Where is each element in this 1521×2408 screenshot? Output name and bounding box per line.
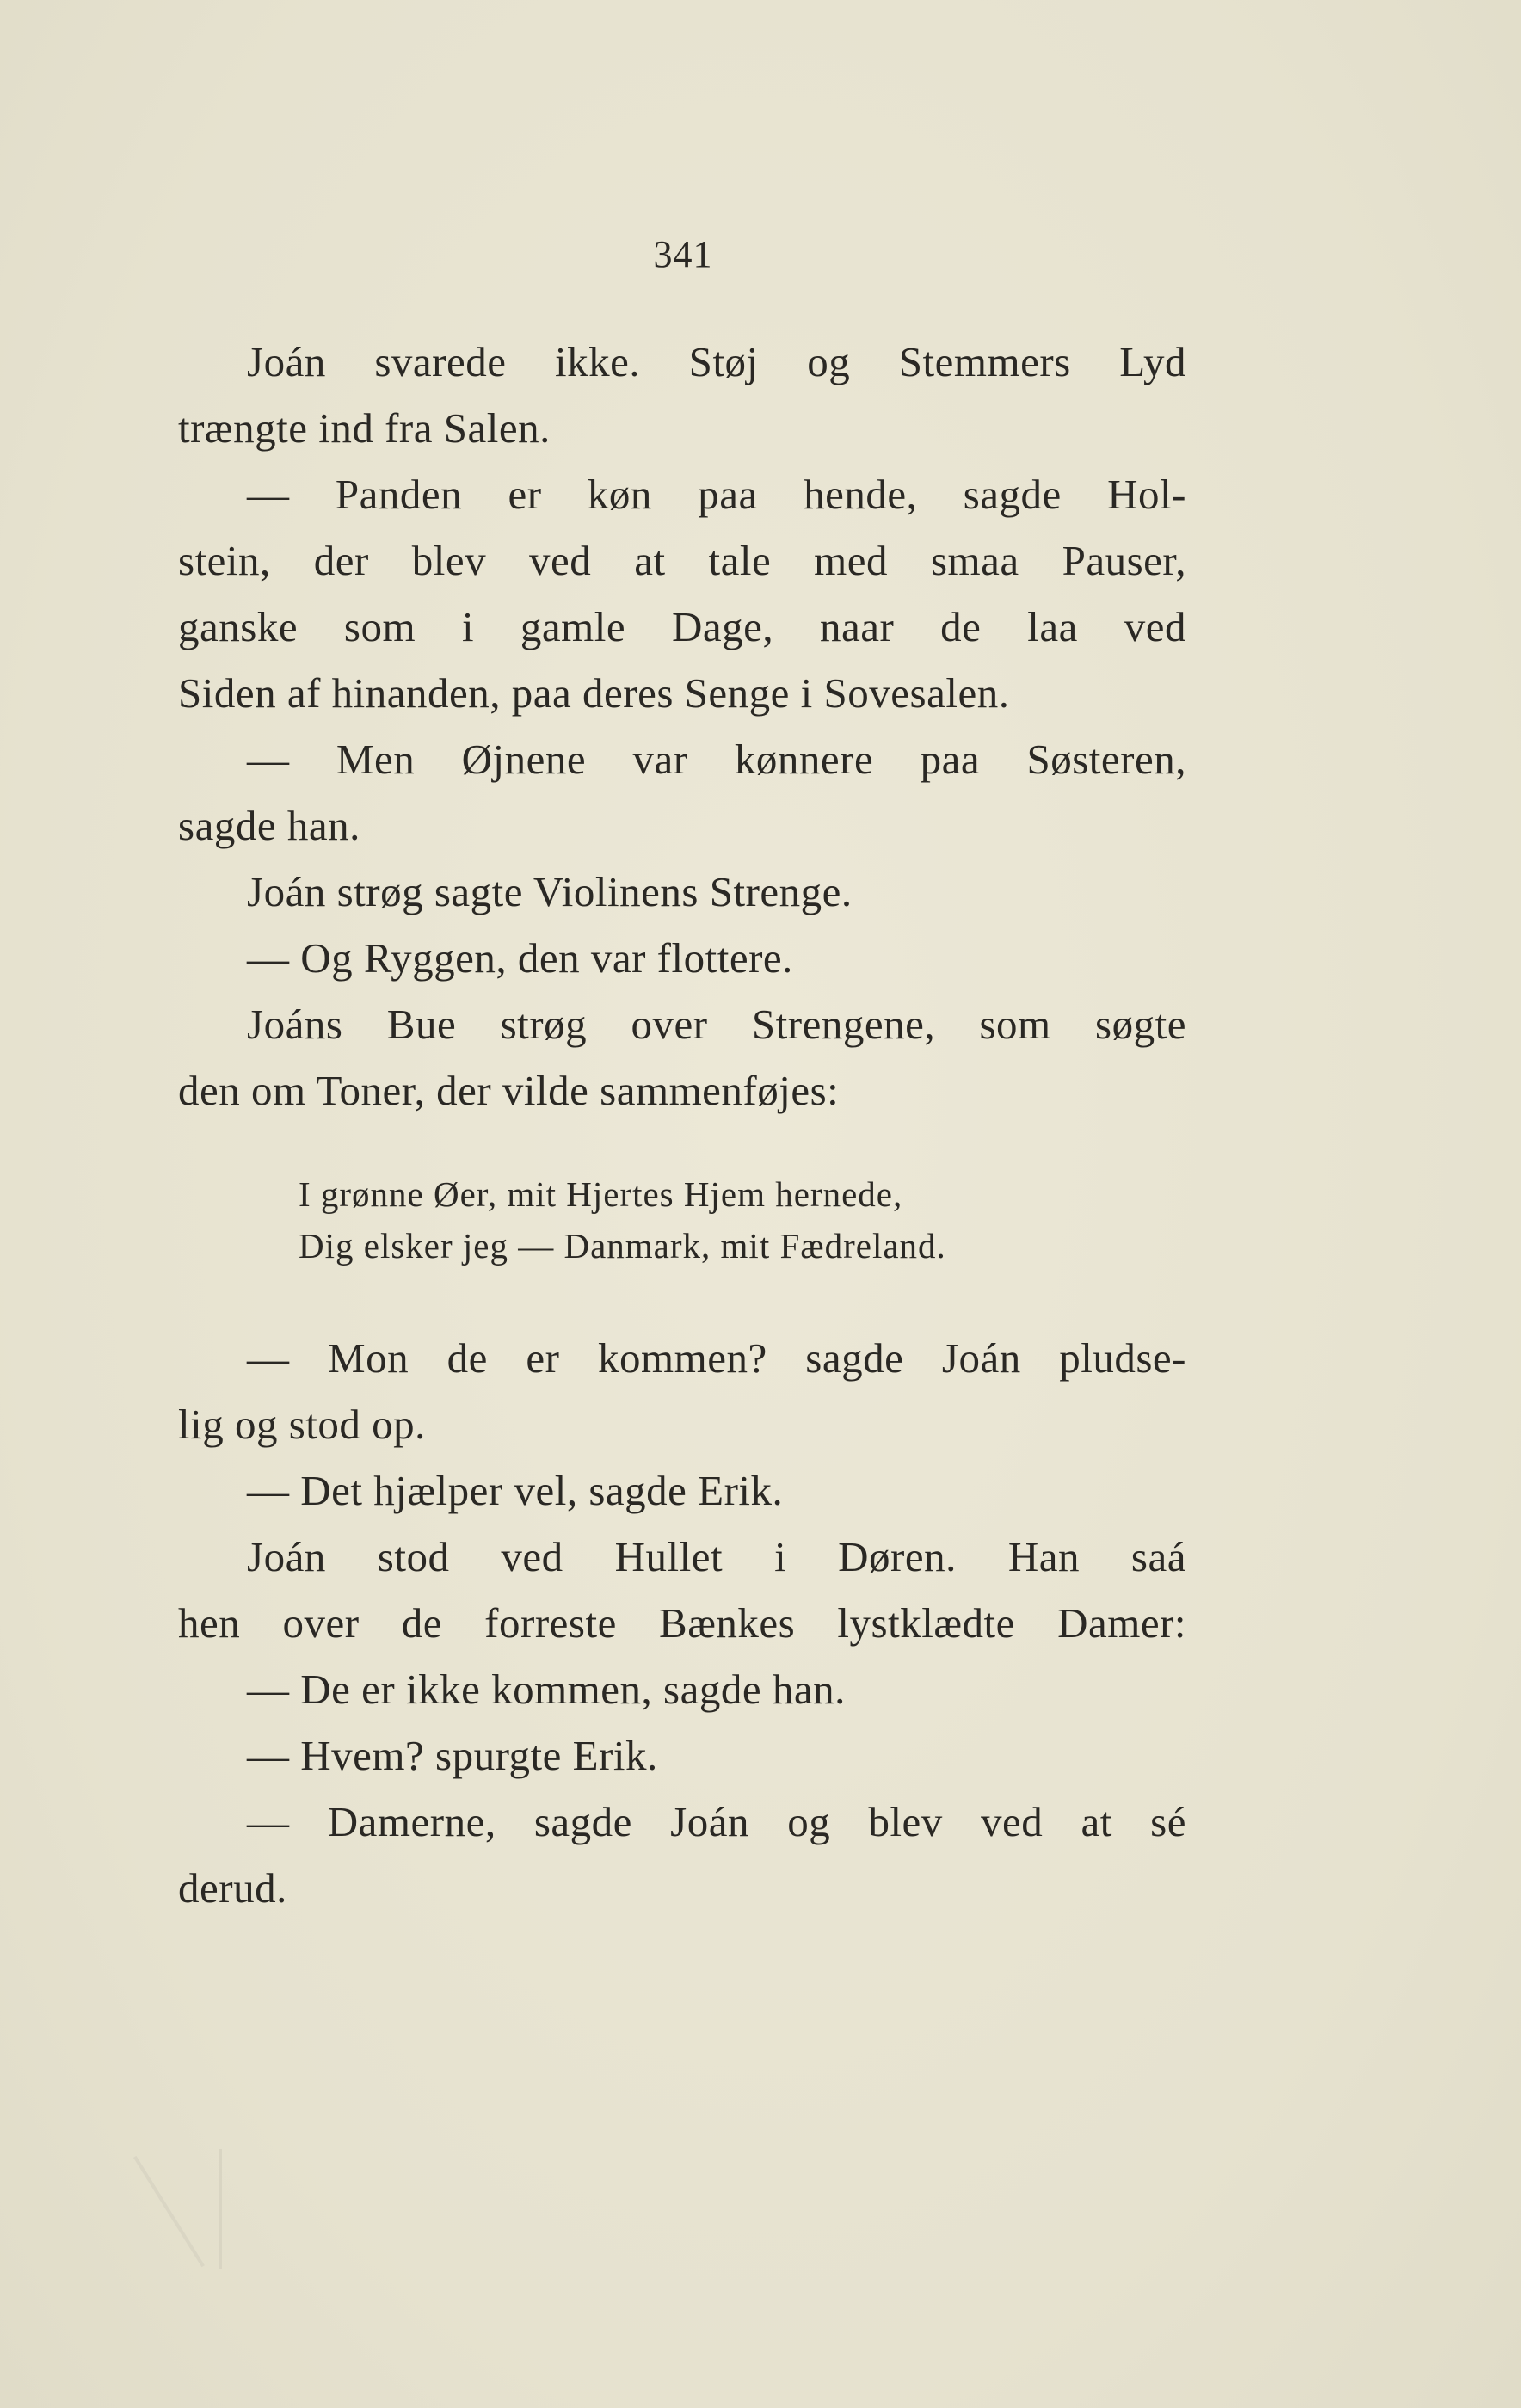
text-line: Joán stod ved Hullet i Døren. Han saá — [247, 1533, 1186, 1580]
text-line: — De er ikke kommen, sagde han. — [247, 1666, 846, 1713]
text-line: — Mon de er kommen? sagde Joán pludse- — [247, 1334, 1186, 1382]
text-line: stein, der blev ved at tale med smaa Pauser, — [178, 537, 1186, 584]
text-line: derud. — [178, 1864, 287, 1912]
text-line: Joáns Bue strøg over Strengene, som søgte — [247, 1001, 1186, 1048]
verse-quote — [178, 1168, 1186, 1272]
text-line: hen over de forreste Bænkes lystklædte Damer: — [178, 1599, 1186, 1647]
text-line: Joán svarede ikke. Støj og Stemmers Lyd — [247, 338, 1186, 385]
text-line: sagde han. — [178, 802, 360, 849]
text-line: — Damerne, sagde Joán og blev ved at sé — [247, 1798, 1186, 1845]
text-line: — Men Øjnene var kønnere paa Søsteren, — [247, 736, 1186, 783]
verse-line: Dig elsker jeg — Danmark, mit Fædreland. — [299, 1226, 946, 1266]
page-number: 341 — [653, 233, 713, 275]
text-line: — Hvem? spurgte Erik. — [247, 1732, 658, 1779]
paper-crease-mark — [116, 2149, 222, 2269]
text-line: — Det hjælper vel, sagde Erik. — [247, 1467, 784, 1514]
page-body — [178, 329, 1186, 1921]
text-line: den om Toner, der vilde sammenføjes: — [178, 1067, 840, 1114]
text-line: Joán strøg sagte Violinens Strenge. — [247, 868, 853, 915]
verse-line: I grønne Øer, mit Hjertes Hjem hernede, — [299, 1174, 903, 1214]
text-line: — Og Ryggen, den var flottere. — [247, 934, 793, 982]
text-line: lig og stod op. — [178, 1401, 426, 1448]
text-line: trængte ind fra Salen. — [178, 404, 551, 452]
text-line: ganske som i gamle Dage, naar de laa ved — [178, 603, 1186, 650]
text-line: Siden af hinanden, paa deres Senge i Sovesalen. — [178, 669, 1010, 717]
text-line: — Panden er køn paa hende, sagde Hol- — [247, 471, 1186, 518]
